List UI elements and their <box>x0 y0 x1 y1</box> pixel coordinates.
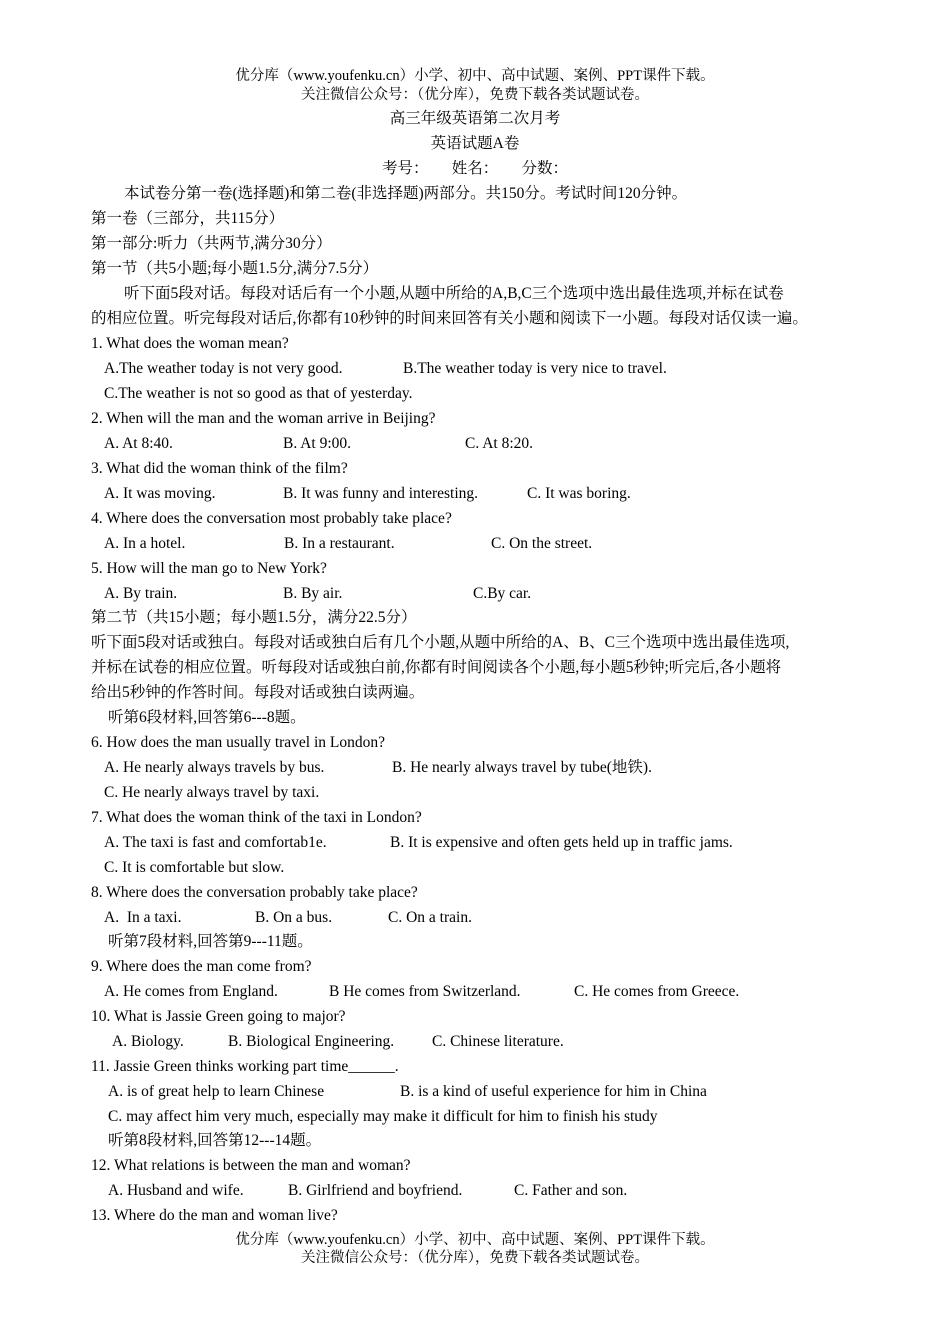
section1-instructions-2: 的相应位置。听完每段对话后,你都有10秒钟的时间来回答有关小题和阅读下一小题。每段对话仅读一遍。 <box>91 310 808 327</box>
q12-option-b: B. Girlfriend and boyfriend. <box>288 1182 463 1199</box>
q6-option-c: C. He nearly always travel by taxi. <box>104 784 320 801</box>
q3-option-c: C. It was boring. <box>527 485 631 502</box>
section1-instructions-1: 听下面5段对话。每段对话后有一个小题,从题中所给的A,B,C三个选项中选出最佳选项,并标在试卷 <box>124 285 784 302</box>
section1-heading: 第一节（共5小题;每小题1.5分,满分7.5分） <box>91 260 379 277</box>
q5-option-b: B. By air. <box>283 585 343 602</box>
section2-instructions-1: 听下面5段对话或独白。每段对话或独白后有几个小题,从题中所给的A、B、C三个选项中选出最佳选项, <box>91 634 790 651</box>
q3-option-a: A. It was moving. <box>104 485 216 502</box>
question-7: 7. What does the woman think of the taxi in London? <box>91 809 422 826</box>
question-2: 2. When will the man and the woman arrive in Beijing? <box>91 410 436 427</box>
q2-option-c: C. At 8:20. <box>465 435 534 452</box>
section2-heading: 第二节（共15小题；每小题1.5分，满分22.5分） <box>91 609 417 626</box>
material-6-note: 听第6段材料,回答第6---8题。 <box>108 709 306 726</box>
q7-option-b: B. It is expensive and often gets held up in traffic jams. <box>390 834 733 851</box>
footer-line-1: 优分库（www.youfenku.cn）小学、初中、高中试题、案例、PPT课件下载。 <box>235 1232 715 1248</box>
question-13: 13. Where do the man and woman live? <box>91 1207 338 1224</box>
section2-instructions-3: 给出5秒钟的作答时间。每段对话或独白读两遍。 <box>91 684 425 701</box>
question-12: 12. What relations is between the man and woman? <box>91 1157 411 1174</box>
q1-option-a: A.The weather today is not very good. <box>104 360 343 377</box>
q4-option-b: B. In a restaurant. <box>284 535 395 552</box>
part1-heading: 第一卷（三部分，共115分） <box>91 210 285 227</box>
q9-option-a: A. He comes from England. <box>104 983 278 1000</box>
question-1: 1. What does the woman mean? <box>91 335 289 352</box>
q9-option-b: B He comes from Switzerland. <box>329 983 521 1000</box>
exam-fields: 考号： 姓名： 分数： <box>381 160 568 177</box>
q10-option-b: B. Biological Engineering. <box>228 1033 395 1050</box>
question-5: 5. How will the man go to New York? <box>91 560 327 577</box>
header-line-1: 优分库（www.youfenku.cn）小学、初中、高中试题、案例、PPT课件下载。 <box>235 68 715 84</box>
q2-option-b: B. At 9:00. <box>283 435 352 452</box>
q11-option-a: A. is of great help to learn Chinese <box>108 1083 325 1100</box>
q11-option-b: B. is a kind of useful experience for him in China <box>400 1083 707 1100</box>
q2-option-a: A. At 8:40. <box>104 435 173 452</box>
q10-option-c: C. Chinese literature. <box>432 1033 564 1050</box>
question-9: 9. Where does the man come from? <box>91 958 312 975</box>
q1-option-b: B.The weather today is very nice to travel. <box>403 360 667 377</box>
question-3: 3. What did the woman think of the film? <box>91 460 348 477</box>
q6-option-a: A. He nearly always travels by bus. <box>104 759 325 776</box>
q6-option-b: B. He nearly always travel by tube(地铁). <box>392 759 652 776</box>
question-10: 10. What is Jassie Green going to major? <box>91 1008 346 1025</box>
q5-option-c: C.By car. <box>473 585 532 602</box>
q8-option-b: B. On a bus. <box>255 909 333 926</box>
q3-option-b: B. It was funny and interesting. <box>283 485 479 502</box>
question-4: 4. Where does the conversation most probably take place? <box>91 510 452 527</box>
q4-option-c: C. On the street. <box>491 535 593 552</box>
q1-option-c: C.The weather is not so good as that of yesterday. <box>104 385 413 402</box>
q9-option-c: C. He comes from Greece. <box>574 983 740 1000</box>
q7-option-c: C. It is comfortable but slow. <box>104 859 285 876</box>
q11-option-c: C. may affect him very much, especially may make it difficult for him to finish his study <box>108 1108 658 1125</box>
material-7-note: 听第7段材料,回答第9---11题。 <box>108 933 313 950</box>
footer-line-2: 关注微信公众号：（优分库），免费下载各类试题试卷。 <box>301 1250 649 1266</box>
intro-text: 本试卷分第一卷(选择题)和第二卷(非选择题)两部分。共150分。考试时间120分钟。 <box>124 185 688 202</box>
header-line-2: 关注微信公众号：（优分库），免费下载各类试题试卷。 <box>301 87 649 103</box>
listening-heading: 第一部分:听力（共两节,满分30分） <box>91 235 332 252</box>
q10-option-a: A. Biology. <box>112 1033 184 1050</box>
q8-option-a: A. In a taxi. <box>104 909 182 926</box>
section2-instructions-2: 并标在试卷的相应位置。听每段对话或独白前,你都有时间阅读各个小题,每小题5秒钟;听完后,各小题将 <box>91 659 782 676</box>
exam-title: 高三年级英语第二次月考 <box>389 110 561 127</box>
q12-option-c: C. Father and son. <box>514 1182 628 1199</box>
question-8: 8. Where does the conversation probably take place? <box>91 884 418 901</box>
question-6: 6. How does the man usually travel in London? <box>91 734 386 751</box>
q4-option-a: A. In a hotel. <box>104 535 186 552</box>
q12-option-a: A. Husband and wife. <box>108 1182 244 1199</box>
q8-option-c: C. On a train. <box>388 909 472 926</box>
material-8-note: 听第8段材料,回答第12---14题。 <box>108 1132 322 1149</box>
question-11: 11. Jassie Green thinks working part time______. <box>91 1058 399 1075</box>
q5-option-a: A. By train. <box>104 585 178 602</box>
exam-subtitle: 英语试题A卷 <box>430 135 520 152</box>
q7-option-a: A. The taxi is fast and comfortab1e. <box>104 834 327 851</box>
